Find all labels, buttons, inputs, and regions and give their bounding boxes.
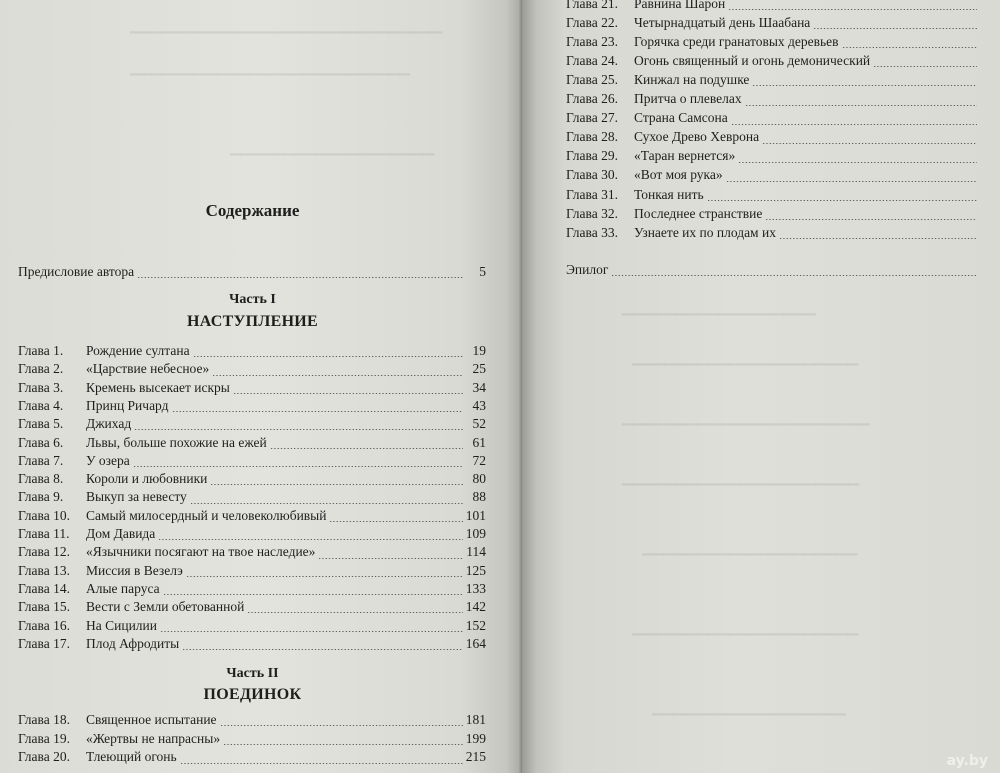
chapter-title: Принц Ричард <box>86 397 169 413</box>
chapter-title: Джихад <box>86 416 132 432</box>
bleed-through-text: ▁▁▁▁▁▁▁▁▁▁▁▁▁▁▁▁▁▁ <box>622 301 816 316</box>
bleed-through-text: ▁▁▁▁▁▁▁▁▁▁▁▁▁▁▁▁▁▁▁▁▁▁▁ <box>622 411 870 426</box>
chapter-number: Глава 31. <box>566 186 618 202</box>
chapter-title: Огонь священный и огонь демонический <box>634 53 871 69</box>
toc-row <box>18 598 486 616</box>
part2-name: ПОЕДИНОК <box>203 686 302 703</box>
chapter-title: Узнаете их по плодам их <box>634 224 776 240</box>
toc-row <box>18 342 486 360</box>
dot-leader <box>180 763 463 767</box>
chapter-page-number: 199 <box>465 730 486 746</box>
part1-label: Часть I <box>229 292 276 307</box>
chapter-number: Глава 22. <box>566 15 618 31</box>
chapter-page-number: 152 <box>465 617 486 633</box>
toc-row <box>18 543 486 561</box>
toc-row <box>18 470 486 488</box>
chapter-number: Глава 14. <box>18 580 70 596</box>
dot-leader <box>728 9 977 13</box>
bleed-through-text: ▁▁▁▁▁▁▁▁▁▁▁▁▁▁▁▁▁▁ <box>652 701 846 716</box>
chapter-title: Тонкая нить <box>634 186 704 202</box>
toc-row <box>18 507 486 525</box>
chapter-number: Глава 24. <box>566 53 618 69</box>
chapter-title: «Царствие небесное» <box>86 361 210 377</box>
chapter-title: Рождение султана <box>86 343 190 358</box>
dot-leader <box>731 124 977 128</box>
toc-row <box>566 90 1000 108</box>
dot-leader <box>842 47 977 51</box>
dot-leader <box>779 238 977 242</box>
chapter-page-number: 109 <box>465 526 486 541</box>
chapter-title: Четырнадцатый день Шаабана <box>634 15 811 31</box>
chapter-title: Миссия в Везелэ <box>86 562 183 578</box>
chapter-page-number: 61 <box>472 434 486 450</box>
chapter-page-number: 25 <box>472 361 486 377</box>
chapter-number: Глава 4. <box>18 397 64 413</box>
watermark: ay.by <box>946 753 988 769</box>
toc-row-preface <box>18 263 486 281</box>
toc-row <box>566 71 1000 89</box>
bleed-through-text: ▁▁▁▁▁▁▁▁▁▁▁▁▁▁▁▁▁▁▁▁ <box>642 541 858 556</box>
chapter-page-number: 52 <box>472 416 486 432</box>
chapter-page-number: 43 <box>472 397 486 413</box>
toc-row <box>566 52 1000 70</box>
bleed-through-text: ▁▁▁▁▁▁▁▁▁▁▁▁▁▁▁▁▁▁▁▁▁▁ <box>622 471 859 486</box>
chapter-title: Вести с Земли обетованной <box>86 599 245 615</box>
dot-leader <box>137 277 463 281</box>
chapter-title: «Жертвы не напрасны» <box>86 730 221 746</box>
chapter-page-number: 114 <box>466 544 486 560</box>
bleed-through-text: ▁▁▁▁▁▁▁▁▁▁▁▁▁▁▁▁▁▁▁▁▁▁▁▁▁▁▁▁▁ <box>130 19 443 34</box>
toc-row <box>566 186 1000 204</box>
toc-row <box>566 33 1000 51</box>
chapter-number: Глава 18. <box>18 712 70 727</box>
chapter-number: Глава 9. <box>18 489 64 505</box>
part1-name: НАСТУПЛЕНИЕ <box>186 313 319 330</box>
chapter-title: Короли и любовники <box>86 471 208 487</box>
chapter-number: Глава 27. <box>566 110 618 126</box>
chapter-title: «Вот моя рука» <box>634 167 723 183</box>
chapter-number: Глава 12. <box>18 544 70 560</box>
chapter-title: Последнее странствие <box>634 205 763 221</box>
chapter-number: Глава 5. <box>18 416 64 432</box>
toc-row <box>566 147 1000 165</box>
chapter-number: Глава 30. <box>566 167 618 183</box>
dot-leader <box>762 143 977 147</box>
chapter-number: Глава 19. <box>18 730 70 746</box>
chapter-title: Плод Афродиты <box>86 635 180 651</box>
chapter-title: У озера <box>86 452 130 468</box>
dot-leader <box>765 219 977 223</box>
chapter-title: Кремень высекает искры <box>86 379 230 395</box>
chapter-page-number: 142 <box>465 599 486 615</box>
chapter-page-number: 88 <box>472 489 486 505</box>
chapter-number: Глава 33. <box>566 224 618 240</box>
chapter-number: Глава 28. <box>566 129 618 145</box>
epilogue-title: Эпилог <box>566 262 609 277</box>
chapter-title: «Таран вернется» <box>634 148 736 164</box>
toc-row <box>566 166 1000 184</box>
chapter-title: Равнина Шарон <box>634 0 726 11</box>
chapter-number: Глава 23. <box>566 34 618 50</box>
chapter-number: Глава 10. <box>18 507 70 523</box>
chapter-title: Притча о плевелах <box>634 91 742 107</box>
chapter-page-number: 19 <box>472 343 486 358</box>
chapter-number: Глава 8. <box>18 471 64 487</box>
chapter-title: Священное испытание <box>86 712 217 727</box>
chapter-title: Дом Давида <box>86 526 156 541</box>
chapter-title: «Язычники посягают на твое наследие» <box>86 544 316 560</box>
dot-leader <box>813 28 977 32</box>
chapter-page-number: 164 <box>465 635 486 651</box>
chapter-number: Глава 7. <box>18 452 64 468</box>
toc-row <box>18 730 486 748</box>
chapter-number: Глава 32. <box>566 205 618 221</box>
chapter-number: Глава 13. <box>18 562 70 578</box>
toc-row-epilogue <box>566 261 1000 279</box>
chapter-page-number: 72 <box>472 452 486 468</box>
toc-row <box>566 224 1000 242</box>
toc-row <box>18 488 486 506</box>
chapter-number: Глава 20. <box>18 749 70 765</box>
dot-leader <box>745 105 977 109</box>
chapter-title: Алые паруса <box>86 580 160 596</box>
chapter-page-number: 125 <box>465 562 486 578</box>
chapter-title: Страна Самсона <box>634 110 728 126</box>
chapter-number: Глава 15. <box>18 599 70 615</box>
part2-label: Часть II <box>226 666 279 681</box>
chapter-title: Тлеющий огонь <box>86 749 177 765</box>
toc-row <box>18 360 486 378</box>
toc-row <box>18 415 486 433</box>
dot-leader <box>182 649 463 653</box>
bleed-through-text: ▁▁▁▁▁▁▁▁▁▁▁▁▁▁▁▁▁▁▁▁▁▁▁▁▁▁ <box>130 61 410 76</box>
chapter-number: Глава 25. <box>566 72 618 88</box>
preface-page: 5 <box>479 264 486 279</box>
chapter-number: Глава 17. <box>18 635 70 651</box>
toc-row <box>18 562 486 580</box>
chapter-number: Глава 1. <box>18 343 64 358</box>
chapter-number: Глава 21. <box>566 0 618 11</box>
toc-row <box>18 748 486 766</box>
toc-row <box>18 397 486 415</box>
toc-row <box>18 635 486 653</box>
toc-row <box>18 617 486 635</box>
dot-leader <box>726 181 977 185</box>
toc-row <box>566 128 1000 146</box>
chapter-page-number: 34 <box>472 379 486 395</box>
toc-row <box>566 14 1000 32</box>
preface-title: Предисловие автора <box>18 264 135 279</box>
chapter-title: Выкуп за невесту <box>86 489 187 505</box>
chapter-title: Львы, больше похожие на ежей <box>86 434 267 450</box>
bleed-through-text: ▁▁▁▁▁▁▁▁▁▁▁▁▁▁▁▁▁▁▁▁▁ <box>632 621 859 636</box>
chapter-title: Сухое Древо Хеврона <box>634 129 760 145</box>
chapter-page-number: 215 <box>465 749 486 765</box>
dot-leader <box>707 200 977 204</box>
chapter-number: Глава 26. <box>566 91 618 107</box>
chapter-page-number: 181 <box>465 712 486 727</box>
chapter-number: Глава 16. <box>18 617 70 633</box>
dot-leader <box>611 275 977 279</box>
chapter-title: Самый милосердный и человеколюбивый <box>86 507 327 523</box>
toc-row <box>18 580 486 598</box>
chapter-number: Глава 29. <box>566 148 618 164</box>
chapter-page-number: 101 <box>465 507 486 523</box>
chapter-title: Горячка среди гранатовых деревьев <box>634 34 839 50</box>
toc-row <box>566 205 1000 223</box>
chapter-page-number: 80 <box>472 471 486 487</box>
toc-row <box>18 434 486 452</box>
chapter-title: На Сицилии <box>86 617 157 633</box>
bleed-through-text: ▁▁▁▁▁▁▁▁▁▁▁▁▁▁▁▁▁▁▁▁▁ <box>632 351 859 366</box>
toc-title: Содержание <box>205 201 300 220</box>
dot-leader <box>223 744 463 748</box>
toc-row <box>18 379 486 397</box>
toc-row <box>18 711 486 729</box>
chapter-number: Глава 2. <box>18 361 64 377</box>
dot-leader <box>752 85 977 89</box>
bleed-through-text: ▁▁▁▁▁▁▁▁▁▁▁▁▁▁▁▁▁▁▁ <box>230 141 435 156</box>
dot-leader <box>738 162 977 166</box>
dot-leader <box>873 66 977 70</box>
dot-leader <box>220 725 463 729</box>
chapter-title: Кинжал на подушке <box>634 72 750 88</box>
chapter-page-number: 133 <box>465 580 486 596</box>
toc-row <box>566 109 1000 127</box>
chapter-number: Глава 11. <box>18 526 70 541</box>
toc-row <box>18 525 486 543</box>
toc-row <box>566 0 1000 13</box>
toc-row <box>18 452 486 470</box>
chapter-number: Глава 3. <box>18 379 64 395</box>
chapter-number: Глава 6. <box>18 434 64 450</box>
